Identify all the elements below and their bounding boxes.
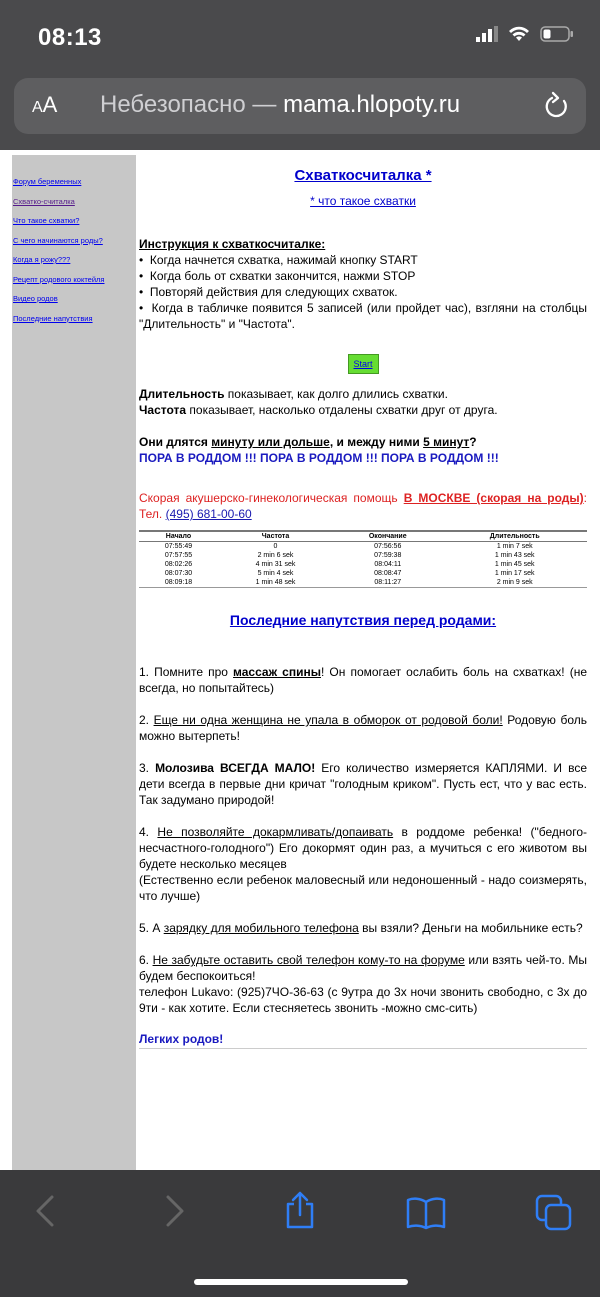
back-icon[interactable] [34,1194,56,1228]
advice-6: 6. Не забудьте оставить свой телефон кому-то на форуме или взять чей-то. Мы будем беспокоиться! телефон Lukavo: (925)7ЧО-36-63 (с 9утра до 3х ночи звонить свободно, с 3х до 9ти - как хотите. Если стесняетесь звонить -можно смс-сить) [139,953,587,1015]
sidebar-item-when[interactable]: Когда я рожу??? [13,255,71,264]
tabs-icon[interactable] [535,1194,573,1232]
battery-icon [540,26,574,42]
closing-text: Легких родов! [139,1032,587,1049]
share-icon[interactable] [283,1190,317,1230]
browser-chrome [0,0,600,150]
sidebar [12,155,136,1170]
table-row: 07:55:49 0 07:56:56 1 min 7 sek [164,543,533,550]
question: Они длятся минуту или дольше, и между ними 5 минут? [139,435,477,449]
address-bar[interactable] [14,78,586,134]
bookmarks-icon[interactable] [406,1196,446,1230]
col-end: Окончание [333,531,442,542]
instruction-item: • Когда в табличке появится 5 записей (или пройдет час), взгляни на столбцы "Длительность" и "Частота". [139,301,587,331]
advice-heading: Последние напутствия перед родами: [229,612,497,628]
instructions [139,236,587,332]
hospital-alert: ПОРА В РОДДОМ !!! ПОРА В РОДДОМ !!! ПОРА В РОДДОМ !!! [139,451,499,465]
advice-5: 5. А зарядку для мобильного телефона вы взяли? Деньги на мобильнике есть? [139,921,583,935]
sidebar-item-forum[interactable]: Форум беременных [13,177,82,186]
sidebar-item-advice[interactable]: Последние напутствия [13,313,93,323]
col-frequency: Частота [218,531,333,542]
sidebar-item-what-contractions[interactable]: Что такое схватки? [13,216,80,225]
sidebar-item-video[interactable]: Видео родов [13,294,58,303]
table-row: 08:07:30 5 min 4 sek 08:08:47 1 min 17 sek [164,570,535,577]
moscow-link[interactable]: В МОСКВЕ (скорая на роды) [403,491,584,505]
instruction-item: • Когда боль от схватки закончится, нажми STOP [139,269,416,283]
start-button[interactable]: Start [348,354,379,374]
advice-3: 3. Молозива ВСЕГДА МАЛО! Его количество измеряется КАПЛЯМИ. И все дети всегда в первые дни кричат "голодным криком". Пусть ест, что у вас есть. Так задумано природой! [139,761,587,807]
explanation: Длительность показывает, как долго длились схватки. Частота показывает, насколько отдалены схватки друг от друга. [139,387,498,417]
instruction-item: • Повторяй действия для следующих схваток. [139,285,398,299]
url-text[interactable]: Небезопасно — mama.hlopoty.ru [100,91,461,118]
advice-1: 1. Помните про массаж спины! Он помогает ослабить боль на схватках! (не всегда, но попытайтесь) [139,665,587,695]
what-contractions-link[interactable]: * что такое схватки [310,194,416,208]
signal-icon [476,26,498,42]
contractions-table [139,530,587,588]
advice-2: 2. Еще ни одна женщина не упала в обморок от родовой боли! Родовую боль можно вытерпеть! [139,713,588,743]
table-row: 07:57:55 2 min 6 sek 07:59:38 1 min 43 sek [164,552,535,559]
emergency-info: Скорая акушерско-гинекологическая помощь В МОСКВЕ (скорая на роды): Тел. (495) 681-00-60 [139,491,587,521]
home-indicator [194,1279,408,1285]
page-title[interactable]: Схваткосчиталка * [294,167,432,184]
col-start: Начало [139,531,218,542]
status-time: 08:13 [38,24,102,51]
instructions-heading: Инструкция к схваткосчиталке: [139,237,326,251]
col-duration: Длительность [442,531,587,542]
table-row: 08:02:26 4 min 31 sek 08:04:11 1 min 45 sek [164,561,535,568]
phone-link[interactable]: (495) 681-00-60 [165,507,252,521]
table-row: 08:09:18 1 min 48 sek 08:11:27 2 min 9 sek [164,579,533,586]
main-content [139,155,587,1049]
forward-icon[interactable] [164,1194,186,1228]
browser-toolbar [0,1170,600,1297]
instruction-item: • Когда начнется схватка, нажимай кнопку START [139,253,418,267]
sidebar-item-counter[interactable]: Схватко-считалка [13,196,75,206]
reload-icon[interactable] [542,90,572,122]
domain: mama.hlopoty.ru [283,91,461,118]
advice-4: 4. Не позволяйте докармливать/допаивать в роддоме ребенка! ("бедного-несчастного-голодного") Его докормят один раз, а мучиться с его животом вы будете несколько месяцев (Естественно если ребенок маловесный или недоношенный - надо соизмерять, что лучше) [139,825,587,903]
web-page [0,150,600,1170]
status-icons [476,26,574,42]
sidebar-item-labor-start[interactable]: С чего начинаются роды? [13,235,103,245]
wifi-icon [508,26,530,42]
text-size-button[interactable]: AA [32,92,58,117]
sidebar-item-cocktail[interactable]: Рецепт родового коктейля [13,274,105,284]
